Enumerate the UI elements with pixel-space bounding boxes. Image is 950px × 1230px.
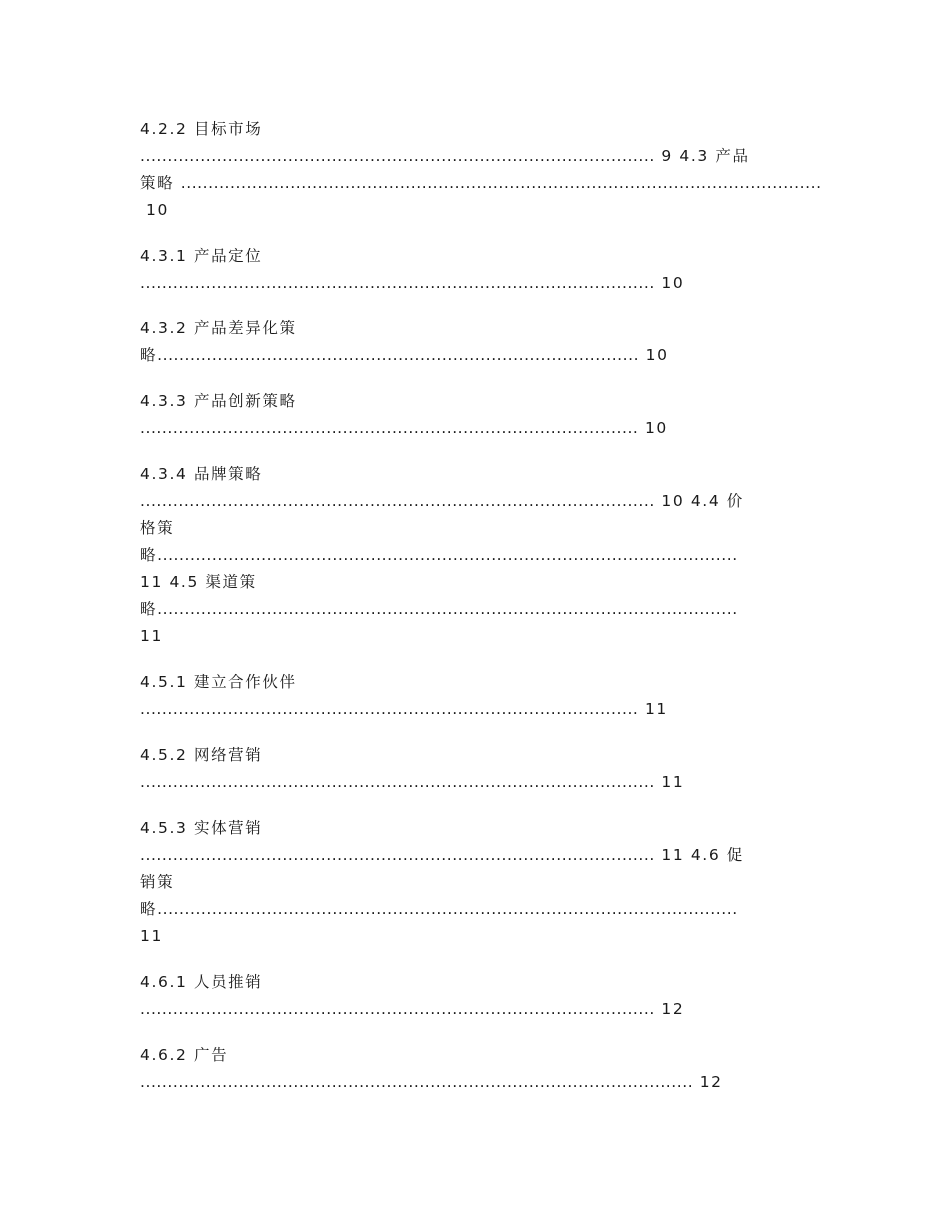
toc-label-continued: 略 [140, 600, 158, 618]
toc-label: 4.6.2 广告 [140, 1046, 229, 1064]
toc-entry-4-3-1-title [140, 246, 262, 266]
toc-entry-4-5-2-title [140, 745, 262, 765]
toc-label: 4.3.4 品牌策略 [140, 465, 263, 483]
toc-entry-4-5-2-leader [140, 772, 684, 792]
toc-entry-4-6-2-leader [140, 1072, 723, 1092]
toc-label: 4.5.2 网络营销 [140, 746, 263, 764]
toc-entry-4-5-3-leader [140, 845, 744, 865]
toc-entry-4-5-page [140, 626, 163, 646]
toc-page-number: 12 [661, 1000, 685, 1018]
toc-entry-4-3-2-title [140, 318, 297, 338]
toc-entry-4-4-page [140, 572, 257, 592]
toc-page-number: 11 4.5 渠道策 [140, 573, 257, 591]
toc-entry-4-5-1-leader [140, 699, 668, 719]
toc-entry-4-5-1-title [140, 672, 297, 692]
toc-entry-4-6-page [140, 926, 163, 946]
toc-label: 4.6.1 人员推销 [140, 973, 263, 991]
toc-leader-dots: ........................................................................................ [157, 346, 640, 364]
toc-label: 4.5.1 建立合作伙伴 [140, 673, 297, 691]
toc-label: 销策 [140, 873, 175, 891]
toc-entry-4-6-leader [140, 899, 738, 919]
toc-leader-dots: ..................................................................................................................... [180, 174, 822, 192]
toc-entry-4-3-page [146, 200, 169, 220]
toc-leader-dots: .......................................................................................................... [157, 546, 738, 564]
toc-leader-dots: ........................................................................................... [140, 700, 639, 718]
toc-page-number: 12 [699, 1073, 723, 1091]
toc-leader-dots: .............................................................................................. [140, 1000, 655, 1018]
toc-entry-4-6-2-title [140, 1045, 228, 1065]
toc-entry-4-3-1-leader [140, 273, 684, 293]
toc-entry-4-2-2-leader [140, 146, 750, 166]
toc-leader-dots: ........................................................................................... [140, 419, 639, 437]
toc-leader-dots: .............................................................................................. [140, 846, 655, 864]
toc-page-number: 11 [661, 773, 685, 791]
toc-entry-4-4-leader [140, 545, 738, 565]
toc-entry-4-5-leader [140, 599, 738, 619]
toc-page-number: 10 [645, 346, 669, 364]
toc-page-number: 10 [146, 201, 169, 219]
toc-entry-4-3-3-title [140, 391, 297, 411]
toc-leader-dots: ..................................................................................................... [140, 1073, 694, 1091]
toc-label: 4.3.1 产品定位 [140, 247, 263, 265]
toc-entry-4-6-1-title [140, 972, 262, 992]
toc-label: 4.2.2 目标市场 [140, 120, 263, 138]
toc-page-number: 11 4.6 促 [661, 846, 744, 864]
toc-label-continued: 略 [140, 346, 158, 364]
toc-entry-4-3-2-leader [140, 345, 669, 365]
toc-label: 4.5.3 实体营销 [140, 819, 263, 837]
toc-leader-dots: .......................................................................................................... [157, 600, 738, 618]
toc-page-number: 11 [644, 700, 668, 718]
toc-entry-4-5-3-title [140, 818, 262, 838]
toc-label-continued: 略 [140, 546, 158, 564]
toc-page-number: 11 [140, 627, 163, 645]
toc-page-number: 9 4.3 产品 [661, 147, 750, 165]
toc-leader-dots: .......................................................................................................... [157, 900, 738, 918]
toc-entry-4-3-4-title [140, 464, 262, 484]
toc-label: 4.3.3 产品创新策略 [140, 392, 297, 410]
toc-entry-4-4-title [140, 518, 174, 538]
toc-entry-4-3-3-leader [140, 418, 668, 438]
toc-label: 4.3.2 产品差异化策 [140, 319, 297, 337]
toc-leader-dots: .............................................................................................. [140, 274, 655, 292]
toc-label: 策略 [140, 174, 175, 192]
toc-entry-4-3-leader [140, 173, 822, 193]
toc-page-number: 10 [661, 274, 685, 292]
toc-leader-dots: .............................................................................................. [140, 492, 655, 510]
toc-label-continued: 略 [140, 900, 158, 918]
toc-entry-4-3-4-leader [140, 491, 744, 511]
toc-page-number: 10 4.4 价 [661, 492, 744, 510]
toc-entry-4-6-1-leader [140, 999, 684, 1019]
toc-page-number: 10 [644, 419, 668, 437]
toc-leader-dots: .............................................................................................. [140, 147, 655, 165]
toc-page-number: 11 [140, 927, 163, 945]
toc-entry-4-2-2-title [140, 119, 262, 139]
toc-entry-4-6-title [140, 872, 174, 892]
toc-leader-dots: .............................................................................................. [140, 773, 655, 791]
toc-label: 格策 [140, 519, 175, 537]
